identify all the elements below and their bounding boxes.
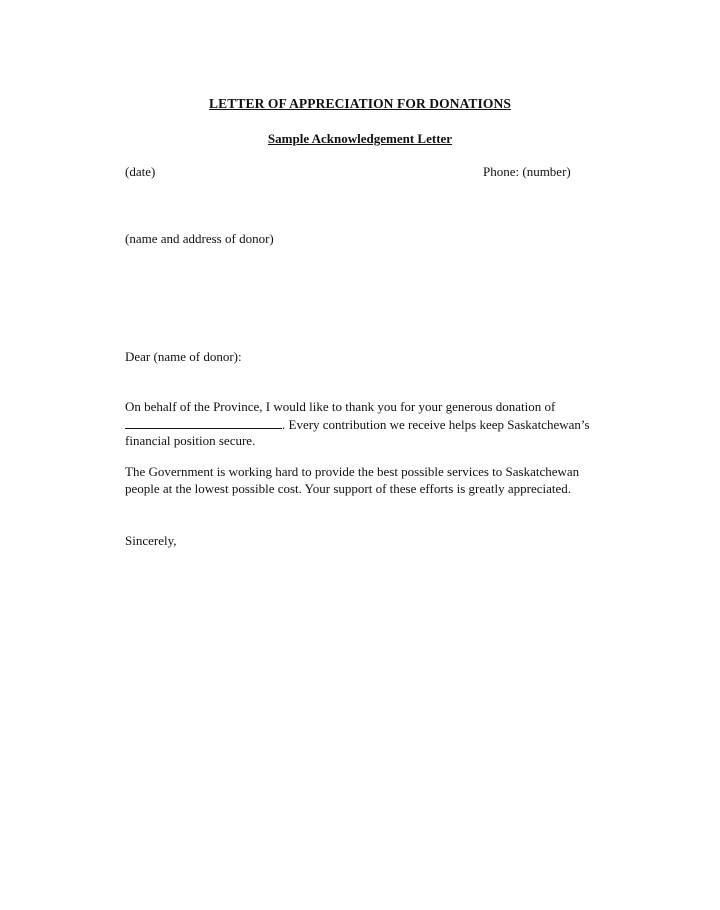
paragraph-thanks-line-2-text: . Every contribution we receive helps keep Saskatchewan’s bbox=[282, 416, 590, 432]
letter-subtitle: Sample Acknowledgement Letter bbox=[267, 131, 453, 146]
salutation: Dear (name of donor): bbox=[125, 349, 242, 364]
closing: Sincerely, bbox=[125, 533, 177, 548]
donation-amount-blank bbox=[125, 416, 282, 429]
paragraph-thanks-line-1: On behalf of the Province, I would like to thank you for your generous donation of bbox=[125, 399, 556, 414]
paragraph-government bbox=[125, 464, 625, 497]
date-placeholder: (date) bbox=[125, 164, 156, 179]
paragraph-thanks-line-2 bbox=[125, 416, 625, 434]
paragraph-thanks-line-3: financial position secure. bbox=[125, 433, 256, 448]
paragraph-government-line-2: people at the lowest possible cost. Your support of these efforts is greatly appreciated. bbox=[125, 480, 571, 496]
donor-address-placeholder: (name and address of donor) bbox=[125, 231, 274, 246]
paragraph-thanks bbox=[125, 399, 625, 450]
phone-line: Phone: (number) bbox=[483, 164, 571, 179]
paragraph-government-line-1: The Government is working hard to provide the best possible services to Saskatchewan bbox=[125, 464, 580, 479]
letter-title: LETTER OF APPRECIATION FOR DONATIONS bbox=[209, 96, 511, 111]
